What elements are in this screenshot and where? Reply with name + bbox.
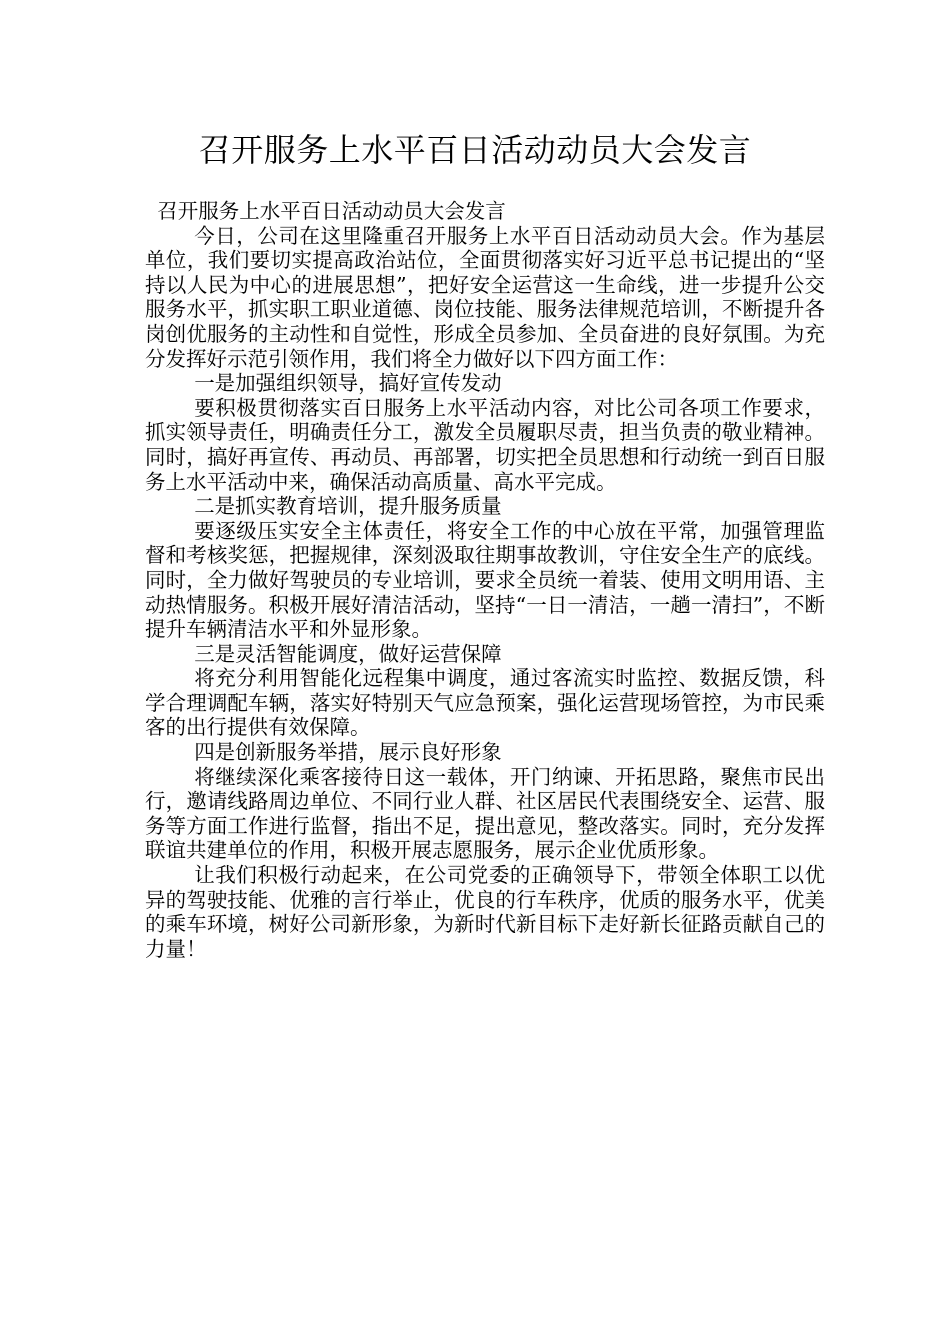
section-heading-4: 四是创新服务举措，展示良好形象 <box>194 740 502 765</box>
section-paragraph-1: 要积极贯彻落实百日服务上水平活动内容，对比公司各项工作要求，抓实领导责任，明确责任分工，激发全员履职尽责，担当负责的敬业精神。同时，搞好再宣传、再动员、再部署，切实把全员思想和行动统一到百日服务上水平活动中来，确保活动高质量、高水平完成。 <box>145 395 825 494</box>
section-paragraph-2: 要逐级压实安全主体责任，将安全工作的中心放在平常，加强管理监督和考核奖惩，把握规律，深刻汲取往期事故教训，守住安全生产的底线。同时，全力做好驾驶员的专业培训，要求全员统一着装、使用文明用语、主动热情服务。积极开展好清洁活动，坚持“一日一清洁，一趟一清扫”，不断提升车辆清洁水平和外显形象。 <box>145 518 825 642</box>
document-body <box>145 199 825 961</box>
intro-paragraph: 今日，公司在这里隆重召开服务上水平百日活动动员大会。作为基层单位，我们要切实提高政治站位，全面贯彻落实好习近平总书记提出的“坚持以人民为中心的进展思想”，把好安全运营这一生命线，进一步提升公交服务水平，抓实职工职业道德、岗位技能、服务法律规范培训，不断提升各岗创优服务的主动性和自觉性，形成全员参加、全员奋进的良好氛围。为充分发挥好示范引领作用，我们将全力做好以下四方面工作： <box>145 223 825 371</box>
document-subtitle: 召开服务上水平百日活动动员大会发言 <box>157 199 506 223</box>
section-heading-3: 三是灵活智能调度，做好运营保障 <box>194 641 502 666</box>
document-title: 召开服务上水平百日活动动员大会发言 <box>198 131 752 169</box>
section-heading-1: 一是加强组织领导，搞好宣传发动 <box>194 371 502 396</box>
closing-paragraph: 让我们积极行动起来，在公司党委的正确领导下，带领全体职工以优异的驾驶技能、优雅的言行举止，优良的行车秩序，优质的服务水平，优美的乘车环境，树好公司新形象，为新时代新目标下走好新长征路贡献自己的力量！ <box>145 863 825 961</box>
section-paragraph-4: 将继续深化乘客接待日这一载体，开门纳谏、开拓思路，聚焦市民出行，邀请线路周边单位、不同行业人群、社区居民代表围绕安全、运营、服务等方面工作进行监督，指出不足，提出意见，整改落实。同时，充分发挥联谊共建单位的作用，积极开展志愿服务，展示企业优质形象。 <box>145 764 825 863</box>
section-heading-2: 二是抓实教育培训，提升服务质量 <box>194 494 502 519</box>
section-paragraph-3: 将充分利用智能化远程集中调度，通过客流实时监控、数据反馈，科学合理调配车辆，落实好特别天气应急预案，强化运营现场管控，为市民乘客的出行提供有效保障。 <box>145 666 825 740</box>
